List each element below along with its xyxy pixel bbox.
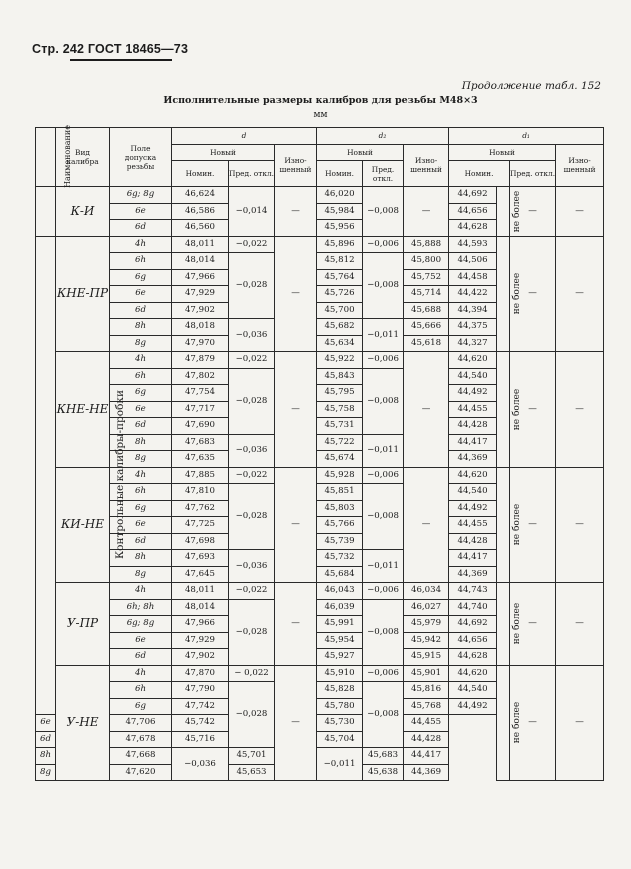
d1-nominal-cell: 44,740 [449,599,497,616]
d-nominal-cell: 47,690 [172,418,229,435]
d-worn-cell: — [275,187,317,237]
d2-nominal-cell: 45,766 [317,517,363,534]
d1-worn-cell: — [556,665,604,781]
d2-nominal-cell: 45,764 [317,269,363,286]
units-label: мм [313,110,328,120]
d-deviation-cell: −0,022 [229,583,275,600]
tolerance-cell: 6e [110,517,172,534]
d2-nominal-cell: 45,812 [317,253,363,270]
d2-nominal-cell: 45,731 [317,418,363,435]
d1-nominal-cell: 44,492 [449,698,497,715]
d-nominal-cell: 47,742 [172,698,229,715]
d2-nominal-cell: 45,803 [317,500,363,517]
header-underline [70,59,172,61]
tolerance-cell: 6d [110,649,172,666]
d1-nominal-cell: 44,369 [449,566,497,583]
d-nominal-cell: 47,870 [172,665,229,682]
d-nominal-cell: 47,929 [172,632,229,649]
d-nominal-cell: 47,717 [172,401,229,418]
d-nominal-cell: 47,966 [172,269,229,286]
d-deviation-cell: −0,036 [229,550,275,583]
d2-deviation-cell: −0,011 [363,550,404,583]
d1-deviation-header: Пред. откл. [510,161,556,187]
d2-worn-cell: 45,816 [404,682,449,699]
d2-nominal-cell: 45,922 [317,352,363,369]
d1-nominal-cell: 44,394 [449,302,497,319]
d-nominal-cell: 47,902 [172,649,229,666]
d1-nominal-cell: 44,327 [449,335,497,352]
d2-worn-cell: 45,704 [317,731,363,748]
gauge-type: КНЕ-ПР [56,236,110,352]
not-more-label: не более [497,467,510,583]
d2-nominal-cell: 45,984 [317,203,363,220]
side-label: Контрольные калибры-пробки [36,236,56,715]
tolerance-cell: 6d [110,220,172,237]
tolerance-cell: 6e [110,632,172,649]
tolerance-cell: 6g [110,269,172,286]
d2-nominal-cell: 45,758 [317,401,363,418]
d-nominal-cell: 47,762 [172,500,229,517]
d2-deviation-cell: −0,006 [363,583,404,600]
d2-worn-cell: 45,666 [404,319,449,336]
name-cell-empty [36,187,56,237]
d1-nominal-cell: 44,656 [449,203,497,220]
tolerance-cell: 6e [36,715,56,732]
d2-worn-cell: 45,618 [404,335,449,352]
d-deviation-cell: −0,036 [229,434,275,467]
d1-nominal-cell: 44,455 [449,517,497,534]
d2-deviation-cell: −0,008 [363,484,404,550]
gauge-type: К-И [56,187,110,237]
d2-nominal-cell: 45,843 [317,368,363,385]
d2-nominal-cell: 45,851 [317,484,363,501]
tolerance-column-header: Поле допуска резьбы [110,128,172,187]
d1-nominal-cell: 44,620 [449,467,497,484]
d1-nominal-cell: 44,620 [449,352,497,369]
tolerance-cell: 8h [110,434,172,451]
tolerance-cell: 6e [110,203,172,220]
d-deviation-cell: −0,022 [229,236,275,253]
d1-nominal-cell: 44,428 [449,418,497,435]
d2-nominal-cell: 45,700 [317,302,363,319]
d1-nominal-cell: 44,455 [404,715,449,732]
d2-deviation-cell: −0,008 [363,682,404,748]
d1-nominal-cell: 44,428 [404,731,449,748]
d-nominal-cell: 47,668 [110,748,172,765]
d2-nominal-cell: 45,828 [317,682,363,699]
d-nominal-cell: 47,929 [172,286,229,303]
d2-nominal-cell: 45,954 [317,632,363,649]
d1-nominal-cell: 44,417 [404,748,449,765]
d-nominal-cell: 47,706 [110,715,172,732]
d2-nominal-cell: 45,956 [317,220,363,237]
d-nominal-cell: 46,586 [172,203,229,220]
d2-deviation-cell: −0,008 [363,599,404,665]
d1-deviation-cell: — [510,467,556,583]
d-deviation-cell: −0,036 [172,748,229,781]
gauge-type: У-ПР [56,583,110,666]
tolerance-cell: 4h [110,236,172,253]
d-nominal-cell: 47,678 [110,731,172,748]
tolerance-cell: 6d [110,418,172,435]
d-nominal-cell: 47,802 [172,368,229,385]
d2-worn-cell: — [404,187,449,237]
d2-deviation-cell: −0,008 [363,253,404,319]
tolerance-cell: 6d [110,533,172,550]
tolerance-cell: 8h [110,550,172,567]
d1-worn-cell: — [556,583,604,666]
table-title: Исполнительные размеры калибров для резьбы М48×3 [163,95,478,106]
d-nominal-cell: 47,810 [172,484,229,501]
d2-nominal-cell: 45,927 [317,649,363,666]
d1-worn-cell: — [556,467,604,583]
d-deviation-cell: −0,022 [229,352,275,369]
d-nominal-cell: 48,011 [172,583,229,600]
d1-deviation-cell: — [510,187,556,237]
tolerance-cell: 6g [110,500,172,517]
d1-nominal-cell: 44,743 [449,583,497,600]
tolerance-cell: 6g; 8g [110,187,172,204]
tolerance-cell: 8h [36,748,56,765]
d2-deviation-cell: −0,011 [363,434,404,467]
type-column-header: Вид калибра [56,128,110,187]
d1-nominal-cell: 44,417 [449,434,497,451]
tolerance-cell: 6d [36,731,56,748]
name-column-header: Наименование [36,128,56,187]
d1-group-header: d₁ [449,128,604,145]
d1-nominal-cell: 44,375 [449,319,497,336]
page-header [32,42,188,56]
d2-nominal-cell: 45,684 [317,566,363,583]
tolerance-cell: 6h [110,368,172,385]
d-nominal-cell: 48,014 [172,599,229,616]
d-nominal-cell: 47,698 [172,533,229,550]
d-worn-cell: — [275,236,317,352]
d2-nominal-cell: 45,742 [172,715,229,732]
d2-worn-cell: — [404,352,449,468]
d-nominal-cell: 48,014 [172,253,229,270]
d2-worn-cell: 45,901 [404,665,449,682]
d-nominal-cell: 47,879 [172,352,229,369]
d-worn-cell: — [275,583,317,666]
d-worn-header: Изно- шенный [275,144,317,187]
d-nominal-cell: 47,645 [172,566,229,583]
d2-worn-cell: 45,683 [363,748,404,765]
d1-nominal-header: Номин. [449,161,510,187]
d-deviation-cell: −0,028 [229,682,275,748]
d2-deviation-cell: −0,006 [363,665,404,682]
gauge-type: КИ-НЕ [56,467,110,583]
d-nominal-cell: 47,635 [172,451,229,468]
d2-nominal-cell: 45,795 [317,385,363,402]
d2-nominal-cell: 45,726 [317,286,363,303]
gauge-type: У-НЕ [56,665,110,781]
d1-nominal-cell: 44,369 [449,451,497,468]
tolerance-cell: 6h [110,682,172,699]
d2-worn-cell: 45,768 [404,698,449,715]
d1-nominal-cell: 44,692 [449,187,497,204]
d2-worn-cell: 45,638 [363,764,404,781]
d1-deviation-cell: — [510,665,556,781]
d1-worn-cell: — [556,352,604,468]
d2-deviation-cell: −0,011 [363,319,404,352]
tolerance-cell: 4h [110,352,172,369]
d-worn-cell: — [275,352,317,468]
tolerance-cell: 6g; 8g [110,616,172,633]
d2-worn-cell: 45,688 [404,302,449,319]
d2-nominal-cell: 46,043 [317,583,363,600]
d2-deviation-header: Пред. откл. [363,161,404,187]
tolerance-cell: 8g [110,335,172,352]
tolerance-cell: 8h [110,319,172,336]
d2-worn-cell: 45,730 [317,715,363,732]
d1-nominal-cell: 44,422 [449,286,497,303]
d-worn-cell: — [275,467,317,583]
d1-nominal-cell: 44,593 [449,236,497,253]
d2-nominal-cell: 45,653 [229,764,275,781]
d-nominal-cell: 47,970 [172,335,229,352]
d-nominal-cell: 46,560 [172,220,229,237]
d2-new-header: Новый [317,144,404,161]
d-nominal-cell: 48,011 [172,236,229,253]
d-deviation-cell: −0,022 [229,467,275,484]
d-nominal-cell: 47,693 [172,550,229,567]
d2-deviation-cell: −0,008 [363,368,404,434]
d2-worn-cell: 45,714 [404,286,449,303]
d2-nominal-cell: 45,910 [317,665,363,682]
continuation-label: Продолжение табл. 152 [461,80,601,92]
d2-nominal-cell: 45,928 [317,467,363,484]
d1-nominal-cell: 44,458 [449,269,497,286]
d2-deviation-cell: −0,006 [363,352,404,369]
d1-nominal-cell: 44,540 [449,368,497,385]
d2-worn-cell: 45,800 [404,253,449,270]
d2-worn-cell: 46,034 [404,583,449,600]
d-deviation-cell: −0,036 [229,319,275,352]
d2-deviation-cell: −0,006 [363,467,404,484]
d1-worn-cell: — [556,236,604,352]
d-nominal-cell: 48,018 [172,319,229,336]
d1-nominal-cell: 44,506 [449,253,497,270]
d1-worn-header: Изно- шенный [556,144,604,187]
tolerance-cell: 6e [110,401,172,418]
d2-worn-cell: 45,915 [404,649,449,666]
tolerance-cell: 6h; 8h [110,599,172,616]
d2-nominal-cell: 45,634 [317,335,363,352]
d2-nominal-cell: 45,682 [317,319,363,336]
d-deviation-cell: −0,028 [229,484,275,550]
d2-nominal-cell: 45,674 [317,451,363,468]
tolerance-cell: 6g [110,385,172,402]
d1-deviation-cell: — [510,583,556,666]
d2-deviation-cell: −0,011 [317,748,363,781]
d-nominal-cell: 47,725 [172,517,229,534]
dimensions-table [35,127,604,781]
d2-worn-cell: 46,027 [404,599,449,616]
d2-worn-cell: 45,979 [404,616,449,633]
d-deviation-cell: −0,028 [229,368,275,434]
not-more-label: не более [497,236,510,352]
not-more-label: не более [497,583,510,666]
d1-nominal-cell: 44,540 [449,484,497,501]
d2-nominal-cell: 45,991 [317,616,363,633]
d-nominal-cell: 47,902 [172,302,229,319]
d2-worn-cell: 45,752 [404,269,449,286]
not-more-label: не более [497,187,510,237]
d1-nominal-cell: 44,620 [449,665,497,682]
d1-nominal-cell: 44,628 [449,649,497,666]
tolerance-cell: 8g [36,764,56,781]
d2-nominal-cell: 46,039 [317,599,363,616]
d-nominal-header: Номин. [172,161,229,187]
d1-deviation-cell: — [510,352,556,468]
d1-nominal-cell: 44,369 [404,764,449,781]
tolerance-cell: 8g [110,566,172,583]
tolerance-cell: 6h [110,484,172,501]
d2-deviation-cell: −0,008 [363,187,404,237]
d-deviation-cell: −0,014 [229,187,275,237]
d1-nominal-cell: 44,628 [449,220,497,237]
tolerance-cell: 6g [110,698,172,715]
d1-nominal-cell: 44,417 [449,550,497,567]
d-nominal-cell: 47,885 [172,467,229,484]
tolerance-cell: 4h [110,583,172,600]
d2-deviation-cell: −0,006 [363,236,404,253]
d2-nominal-cell: 46,020 [317,187,363,204]
d2-worn-cell: — [404,467,449,583]
tolerance-cell: 4h [110,665,172,682]
d-new-header: Новый [172,144,275,161]
d2-nominal-header: Номин. [317,161,363,187]
tolerance-cell: 6d [110,302,172,319]
d2-worn-cell: 45,888 [404,236,449,253]
d-nominal-cell: 46,624 [172,187,229,204]
d-nominal-cell: 47,683 [172,434,229,451]
tolerance-cell: 6h [110,253,172,270]
d2-nominal-cell: 45,732 [317,550,363,567]
d-deviation-cell: − 0,022 [229,665,275,682]
not-more-label: не более [497,665,510,781]
d2-group-header: d₂ [317,128,449,145]
d-deviation-cell: −0,028 [229,253,275,319]
d-deviation-cell: −0,028 [229,599,275,665]
page-label: Стр. 242 ГОСТ 18465—73 [32,42,189,56]
tolerance-cell: 8g [110,451,172,468]
gauge-type: КНЕ-НЕ [56,352,110,468]
d1-nominal-cell: 44,492 [449,500,497,517]
d1-nominal-cell: 44,428 [449,533,497,550]
d2-nominal-cell: 45,701 [229,748,275,765]
tolerance-cell: 4h [110,467,172,484]
d2-worn-cell: 45,942 [404,632,449,649]
d2-nominal-cell: 45,739 [317,533,363,550]
d2-nominal-cell: 45,716 [172,731,229,748]
d1-worn-cell: — [556,187,604,237]
d-nominal-cell: 47,620 [110,764,172,781]
d-group-header: d [172,128,317,145]
d2-nominal-cell: 45,896 [317,236,363,253]
d-deviation-header: Пред. откл. [229,161,275,187]
d-worn-cell: — [275,665,317,781]
d1-nominal-cell: 44,455 [449,401,497,418]
not-more-label: не более [497,352,510,468]
d-nominal-cell: 47,966 [172,616,229,633]
d1-deviation-cell: — [510,236,556,352]
d-nominal-cell: 47,754 [172,385,229,402]
d1-nominal-cell: 44,692 [449,616,497,633]
d1-nominal-cell: 44,540 [449,682,497,699]
d2-worn-header: Изно- шенный [404,144,449,187]
d-nominal-cell: 47,790 [172,682,229,699]
d2-nominal-cell: 45,780 [317,698,363,715]
d1-new-header: Новый [449,144,556,161]
d2-nominal-cell: 45,722 [317,434,363,451]
tolerance-cell: 6e [110,286,172,303]
d1-nominal-cell: 44,492 [449,385,497,402]
d1-nominal-cell: 44,656 [449,632,497,649]
